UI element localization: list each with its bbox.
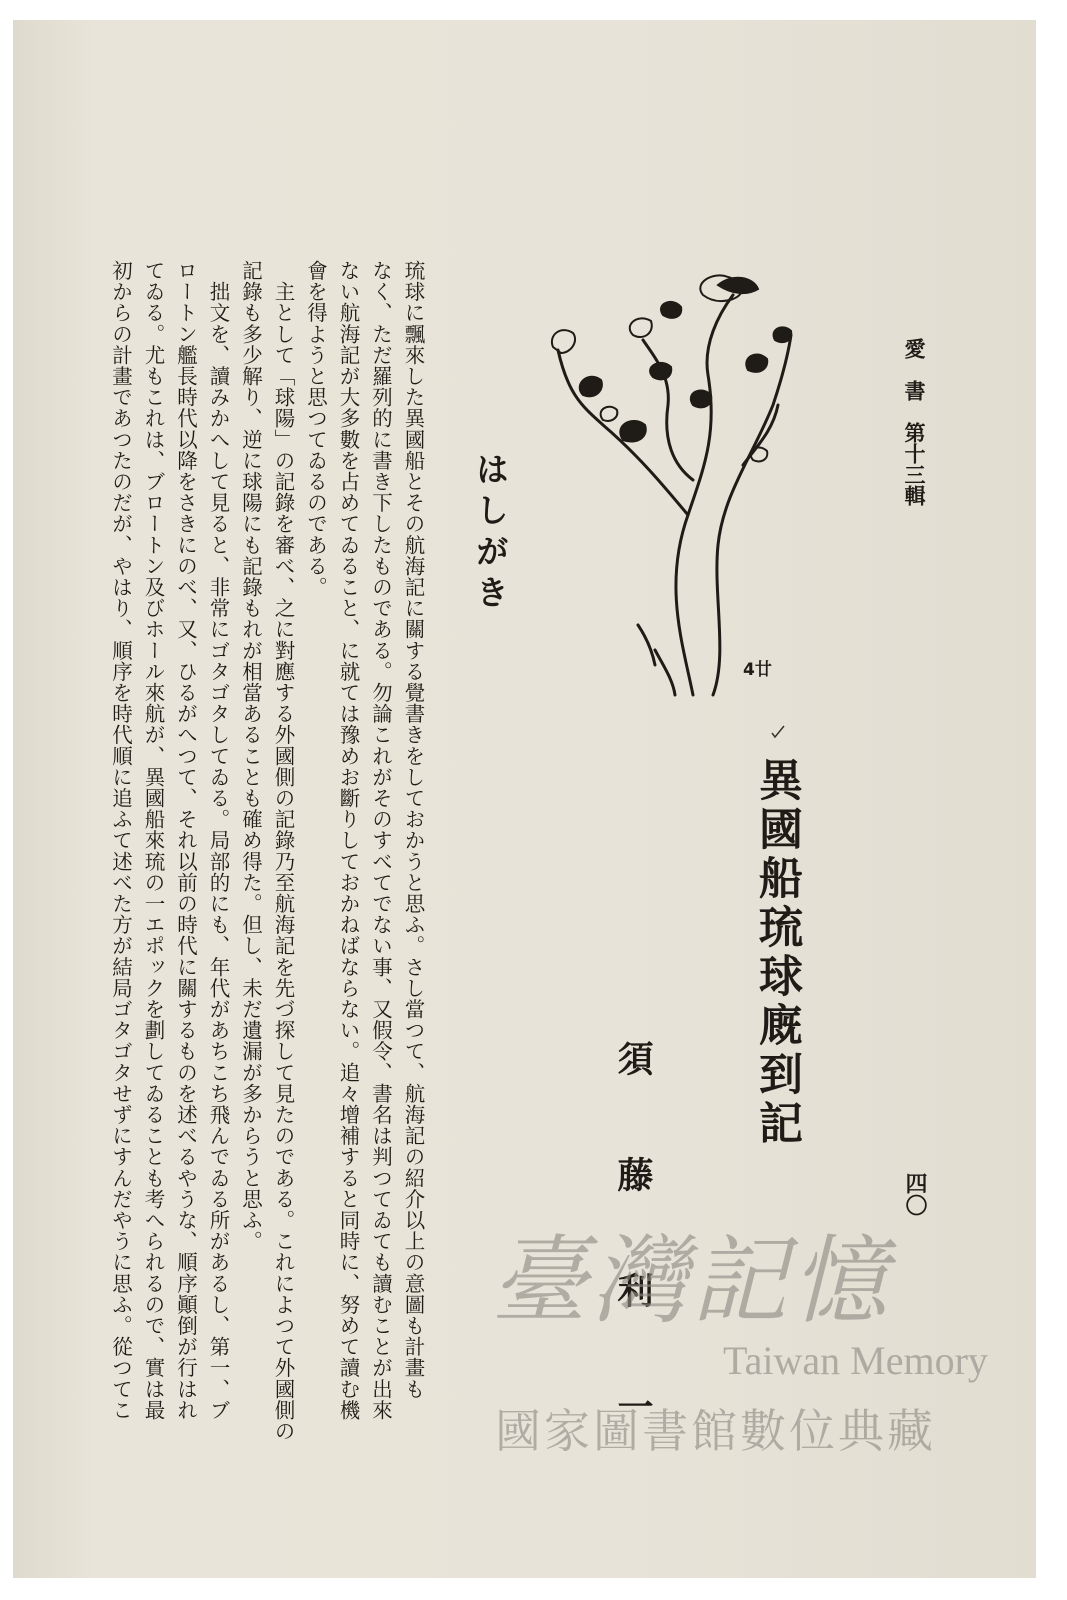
illustration-signature: 4廿 (743, 660, 772, 680)
body-line: 拙文を、讀みかへして見ると、非常にゴタゴタしてゐる。局部的にも、年代があちこち飛んでゐる所があるし、第一、ブ (206, 260, 230, 1421)
body-line: 主として「球陽」の記錄を審べ、之に對應する外國側の記錄乃至航海記を先づ探して見たのである。これによつて外國側の (271, 260, 295, 1442)
body-line: 初からの計畫であつたのだが、やはり、順序を時代順に追ふて述べた方が結局ゴタゴタせずにすんだやうに思ふ。從つてこ (108, 260, 133, 1421)
check-mark-icon (771, 725, 785, 739)
watermark-chinese: 國家圖書館數位典藏 (495, 1404, 936, 1458)
body-line: ロートン艦長時代以降をさきにのべ、又、ひるがへつて、それ以前の時代に關するものを述べるやうな、順序顚倒が行はれ (173, 260, 198, 1421)
page-number: 四〇 (902, 1172, 928, 1216)
watermark-english: Taiwan Memory (723, 1338, 988, 1383)
body-line: てゐる。尤もこれは、ブロートン及びホール來航が、異國船來琉の一エポックを劃してゐることも考へられるので、實は最 (141, 260, 165, 1421)
tree-illustration (543, 255, 793, 700)
book-page (13, 20, 1036, 1578)
body-text (79, 260, 429, 1442)
series-label: 愛 書 第十三輯 (902, 338, 927, 506)
body-line: 琉球に飄來した異國船とその航海記に關する覺書きをしておかうと思ふ。さし當つて、航海記の紹介以上の意圖も計畫も (401, 260, 425, 1400)
body-line: ない航海記が大多數を占めてゐること、に就ては豫めお斷りしておかねばならない。追々增補すると同時に、努めて讀む機 (336, 260, 360, 1421)
watermark (473, 1205, 1033, 1458)
body-line: 會を得ようと思つてゐるのである。 (303, 260, 328, 598)
author-name: 須 藤 利 一 (612, 1040, 654, 1446)
watermark-logo: 臺灣記憶 (491, 1225, 891, 1337)
body-line: なく、ただ羅列的に書き下したものである。勿論これがそのすべてでない事、又假令、書名は判つてゐても讀むことが出來 (368, 260, 393, 1421)
article-title: 異國船琉球廐到記 (751, 757, 802, 1149)
section-heading: はしがき (471, 452, 510, 616)
body-line: 記錄も多少解り、逆に球陽にも記錄もれが相當あることも確め得た。但し、未だ遺漏が多からうと思ふ。 (238, 260, 263, 1252)
